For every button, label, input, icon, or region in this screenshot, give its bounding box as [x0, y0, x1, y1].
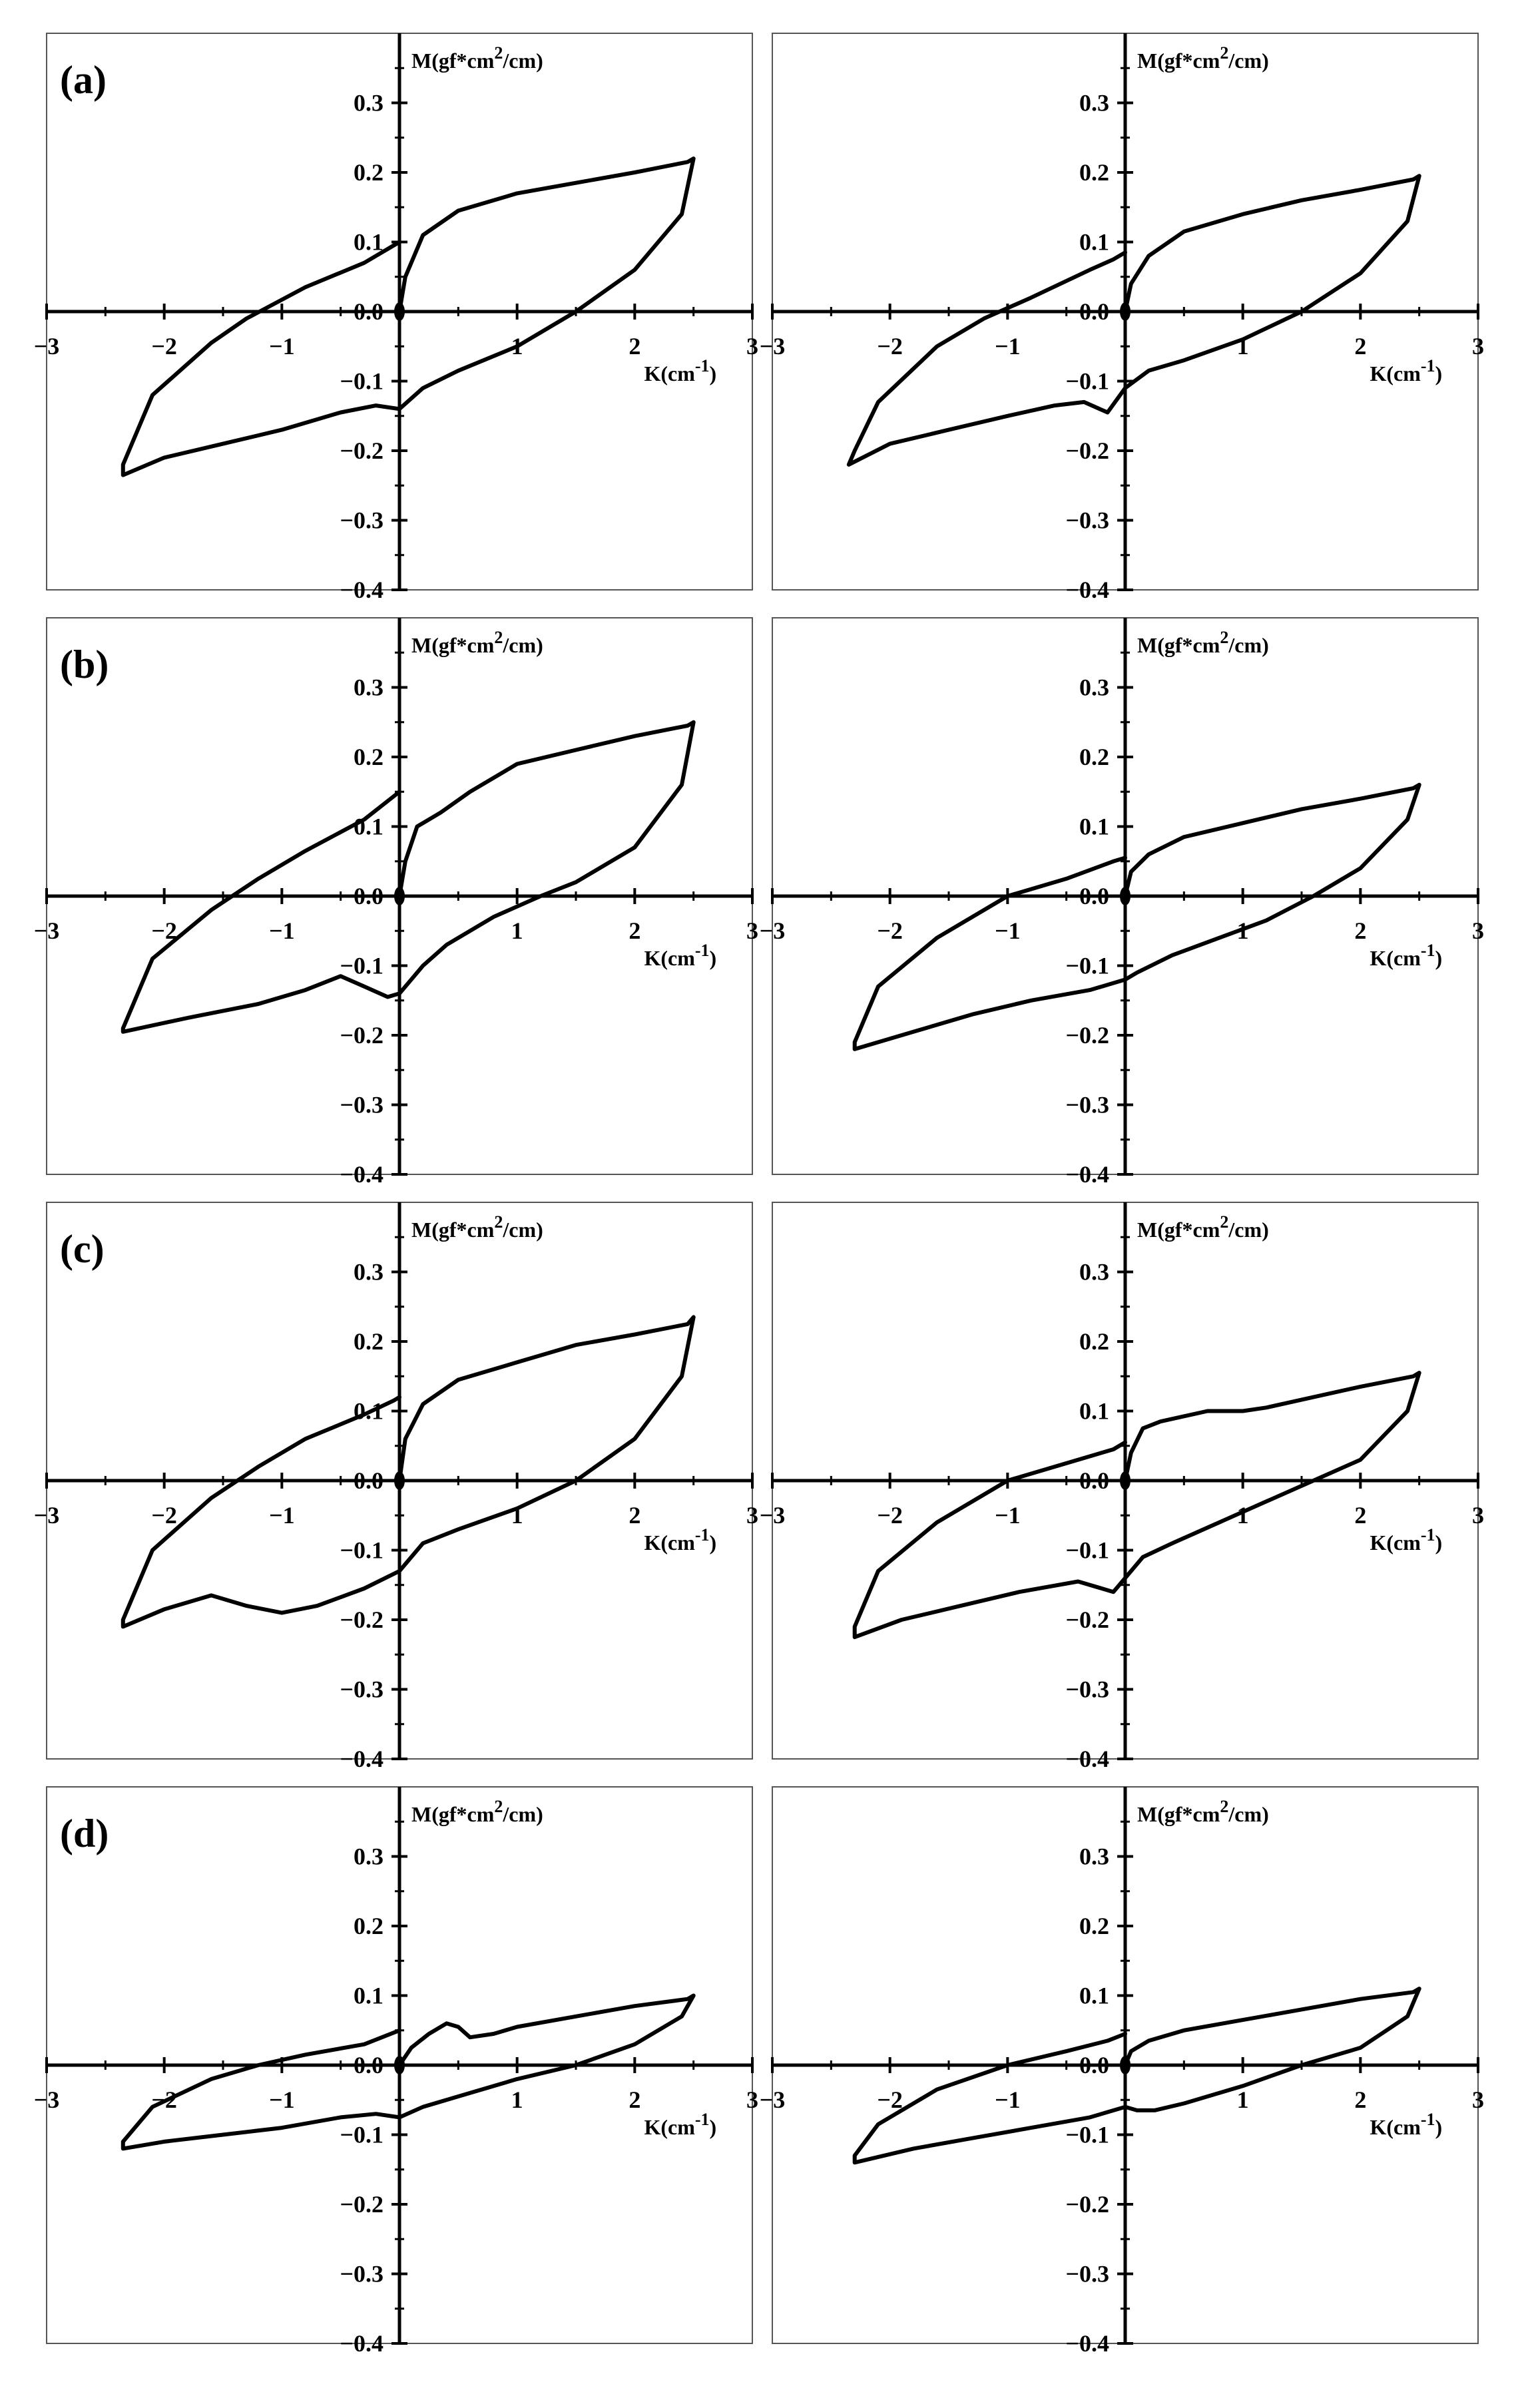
y-tick-label: 0.3	[354, 1843, 383, 1870]
y-tick-label: 0.2	[1079, 159, 1109, 186]
y-tick-label: −0.4	[340, 1161, 383, 1188]
x-tick-label: −3	[33, 917, 60, 944]
x-tick-label: −2	[877, 917, 903, 944]
y-tick-label: 0.0	[354, 883, 383, 909]
y-tick-label: 0.3	[354, 89, 383, 117]
y-tick-label: −0.2	[1065, 2191, 1109, 2218]
x-tick-label: 2	[629, 333, 641, 360]
y-tick-label: 0.1	[1079, 1982, 1109, 2009]
x-tick-label: −2	[877, 1502, 903, 1529]
y-axis-label: $M(gf*cm^2/cm)$	[1137, 1797, 1269, 1826]
x-tick-label: 2	[629, 2086, 641, 2113]
x-tick-label: −2	[877, 2086, 903, 2113]
y-tick-label: 0.0	[1079, 298, 1109, 325]
y-tick-label: −0.3	[1065, 1676, 1109, 1703]
x-tick-label: −3	[759, 333, 786, 360]
y-axis-label: $M(gf*cm^2/cm)$	[411, 1797, 543, 1826]
y-tick-label: 0.0	[354, 1467, 383, 1494]
x-tick-label: −3	[759, 917, 786, 944]
y-tick-label: 0.3	[1079, 1843, 1109, 1870]
x-axis-label: $K(cm^{-1})$	[1370, 356, 1443, 385]
x-tick-label: 2	[1354, 2086, 1367, 2113]
y-axis-label: $M(gf*cm^2/cm)$	[411, 43, 543, 73]
x-tick-label: −2	[151, 333, 177, 360]
x-tick-label: −1	[269, 1502, 295, 1529]
y-tick-label: −0.2	[340, 1022, 383, 1049]
y-tick-label: −0.4	[1065, 1161, 1109, 1188]
panel-letter: (c)	[60, 1227, 105, 1271]
x-tick-label: 3	[746, 2086, 758, 2113]
y-tick-label: 0.1	[354, 228, 383, 256]
x-tick-label: −3	[759, 2086, 786, 2113]
y-tick-label: −0.2	[1065, 1606, 1109, 1633]
x-tick-label: −2	[877, 333, 903, 360]
x-tick-label: 3	[1472, 1502, 1484, 1529]
x-tick-label: −1	[995, 333, 1021, 360]
x-tick-label: 1	[511, 917, 523, 944]
y-tick-label: −0.1	[1065, 2121, 1109, 2148]
x-tick-label: 2	[1354, 1502, 1367, 1529]
y-tick-label: −0.4	[340, 577, 383, 603]
y-tick-label: −0.2	[340, 2191, 383, 2218]
x-tick-label: −1	[269, 917, 295, 944]
x-tick-label: 1	[511, 333, 523, 360]
y-tick-label: 0.3	[354, 674, 383, 701]
y-tick-label: −0.4	[1065, 2330, 1109, 2357]
x-tick-label: 3	[1472, 333, 1484, 360]
y-tick-label: 0.0	[354, 2052, 383, 2078]
x-axis-label: $K(cm^{-1})$	[644, 2110, 717, 2139]
x-tick-label: −3	[33, 2086, 60, 2113]
panel-letter: (b)	[60, 642, 109, 686]
x-tick-label: 1	[1236, 1502, 1249, 1529]
x-tick-label: −2	[151, 917, 177, 944]
y-tick-label: 0.2	[354, 159, 383, 186]
y-tick-label: 0.1	[1079, 813, 1109, 840]
y-tick-label: −0.4	[1065, 577, 1109, 603]
x-tick-label: 1	[511, 1502, 523, 1529]
y-tick-label: 0.1	[1079, 228, 1109, 256]
y-tick-label: −0.3	[1065, 507, 1109, 534]
y-tick-label: −0.2	[1065, 1022, 1109, 1049]
x-axis-label: $K(cm^{-1})$	[644, 356, 717, 385]
y-axis-label: $M(gf*cm^2/cm)$	[1137, 1212, 1269, 1242]
y-tick-label: 0.2	[1079, 1328, 1109, 1355]
x-tick-label: −1	[995, 917, 1021, 944]
y-axis-label: $M(gf*cm^2/cm)$	[411, 1212, 543, 1242]
y-tick-label: 0.0	[354, 298, 383, 325]
x-tick-label: 1	[1236, 333, 1249, 360]
y-axis-label: $M(gf*cm^2/cm)$	[1137, 628, 1269, 657]
y-tick-label: −0.4	[340, 2330, 383, 2357]
y-tick-label: −0.1	[1065, 1537, 1109, 1564]
y-tick-label: 0.0	[1079, 883, 1109, 909]
y-tick-label: 0.1	[354, 1397, 383, 1425]
x-tick-label: 1	[511, 2086, 523, 2113]
x-tick-label: 2	[1354, 917, 1367, 944]
y-tick-label: −0.3	[340, 1091, 383, 1118]
x-tick-label: 3	[746, 917, 758, 944]
panel-letter: (a)	[60, 58, 107, 102]
y-tick-label: 0.1	[354, 1982, 383, 2009]
x-axis-label: $K(cm^{-1})$	[644, 941, 717, 970]
y-tick-label: 0.3	[1079, 1258, 1109, 1286]
y-tick-label: −0.1	[1065, 367, 1109, 395]
y-tick-label: −0.4	[1065, 1746, 1109, 1772]
x-tick-label: −3	[33, 1502, 60, 1529]
x-tick-label: 2	[629, 917, 641, 944]
x-tick-label: 1	[1236, 2086, 1249, 2113]
y-tick-label: 0.2	[354, 1328, 383, 1355]
y-tick-label: −0.2	[340, 437, 383, 464]
x-tick-label: −2	[151, 1502, 177, 1529]
y-tick-label: 0.2	[354, 1913, 383, 1939]
y-tick-label: 0.2	[354, 744, 383, 770]
x-tick-label: 2	[1354, 333, 1367, 360]
y-tick-label: −0.3	[1065, 2260, 1109, 2288]
x-tick-label: −1	[995, 2086, 1021, 2113]
x-tick-label: −1	[269, 333, 295, 360]
x-tick-label: −3	[759, 1502, 786, 1529]
x-tick-label: 3	[746, 1502, 758, 1529]
y-tick-label: −0.4	[340, 1746, 383, 1772]
x-axis-label: $K(cm^{-1})$	[1370, 2110, 1443, 2139]
x-tick-label: 2	[629, 1502, 641, 1529]
y-tick-label: −0.2	[340, 1606, 383, 1633]
y-tick-label: −0.3	[340, 2260, 383, 2288]
y-tick-label: 0.3	[354, 1258, 383, 1286]
x-axis-label: $K(cm^{-1})$	[1370, 1525, 1443, 1555]
y-tick-label: −0.1	[340, 1537, 383, 1564]
y-tick-label: 0.3	[1079, 89, 1109, 117]
y-tick-label: 0.1	[354, 813, 383, 840]
y-tick-label: −0.1	[340, 367, 383, 395]
y-tick-label: 0.0	[1079, 2052, 1109, 2078]
x-axis-label: $K(cm^{-1})$	[644, 1525, 717, 1555]
x-tick-label: 3	[1472, 2086, 1484, 2113]
panel-letter: (d)	[60, 1811, 109, 1855]
y-tick-label: −0.1	[340, 952, 383, 979]
x-axis-label: $K(cm^{-1})$	[1370, 941, 1443, 970]
y-tick-label: −0.3	[340, 507, 383, 534]
y-tick-label: 0.0	[1079, 1467, 1109, 1494]
x-tick-label: −1	[269, 2086, 295, 2113]
y-tick-label: 0.1	[1079, 1397, 1109, 1425]
y-tick-label: −0.3	[340, 1676, 383, 1703]
x-tick-label: 3	[1472, 917, 1484, 944]
x-tick-label: 1	[1236, 917, 1249, 944]
y-tick-label: −0.1	[1065, 952, 1109, 979]
y-tick-label: −0.1	[340, 2121, 383, 2148]
y-tick-label: 0.3	[1079, 674, 1109, 701]
y-tick-label: 0.2	[1079, 744, 1109, 770]
y-tick-label: −0.3	[1065, 1091, 1109, 1118]
x-tick-label: −2	[151, 2086, 177, 2113]
y-tick-label: −0.2	[1065, 437, 1109, 464]
x-tick-label: −1	[995, 1502, 1021, 1529]
x-tick-label: 3	[746, 333, 758, 360]
y-tick-label: 0.2	[1079, 1913, 1109, 1939]
y-axis-label: $M(gf*cm^2/cm)$	[1137, 43, 1269, 73]
y-axis-label: $M(gf*cm^2/cm)$	[411, 628, 543, 657]
x-tick-label: −3	[33, 333, 60, 360]
